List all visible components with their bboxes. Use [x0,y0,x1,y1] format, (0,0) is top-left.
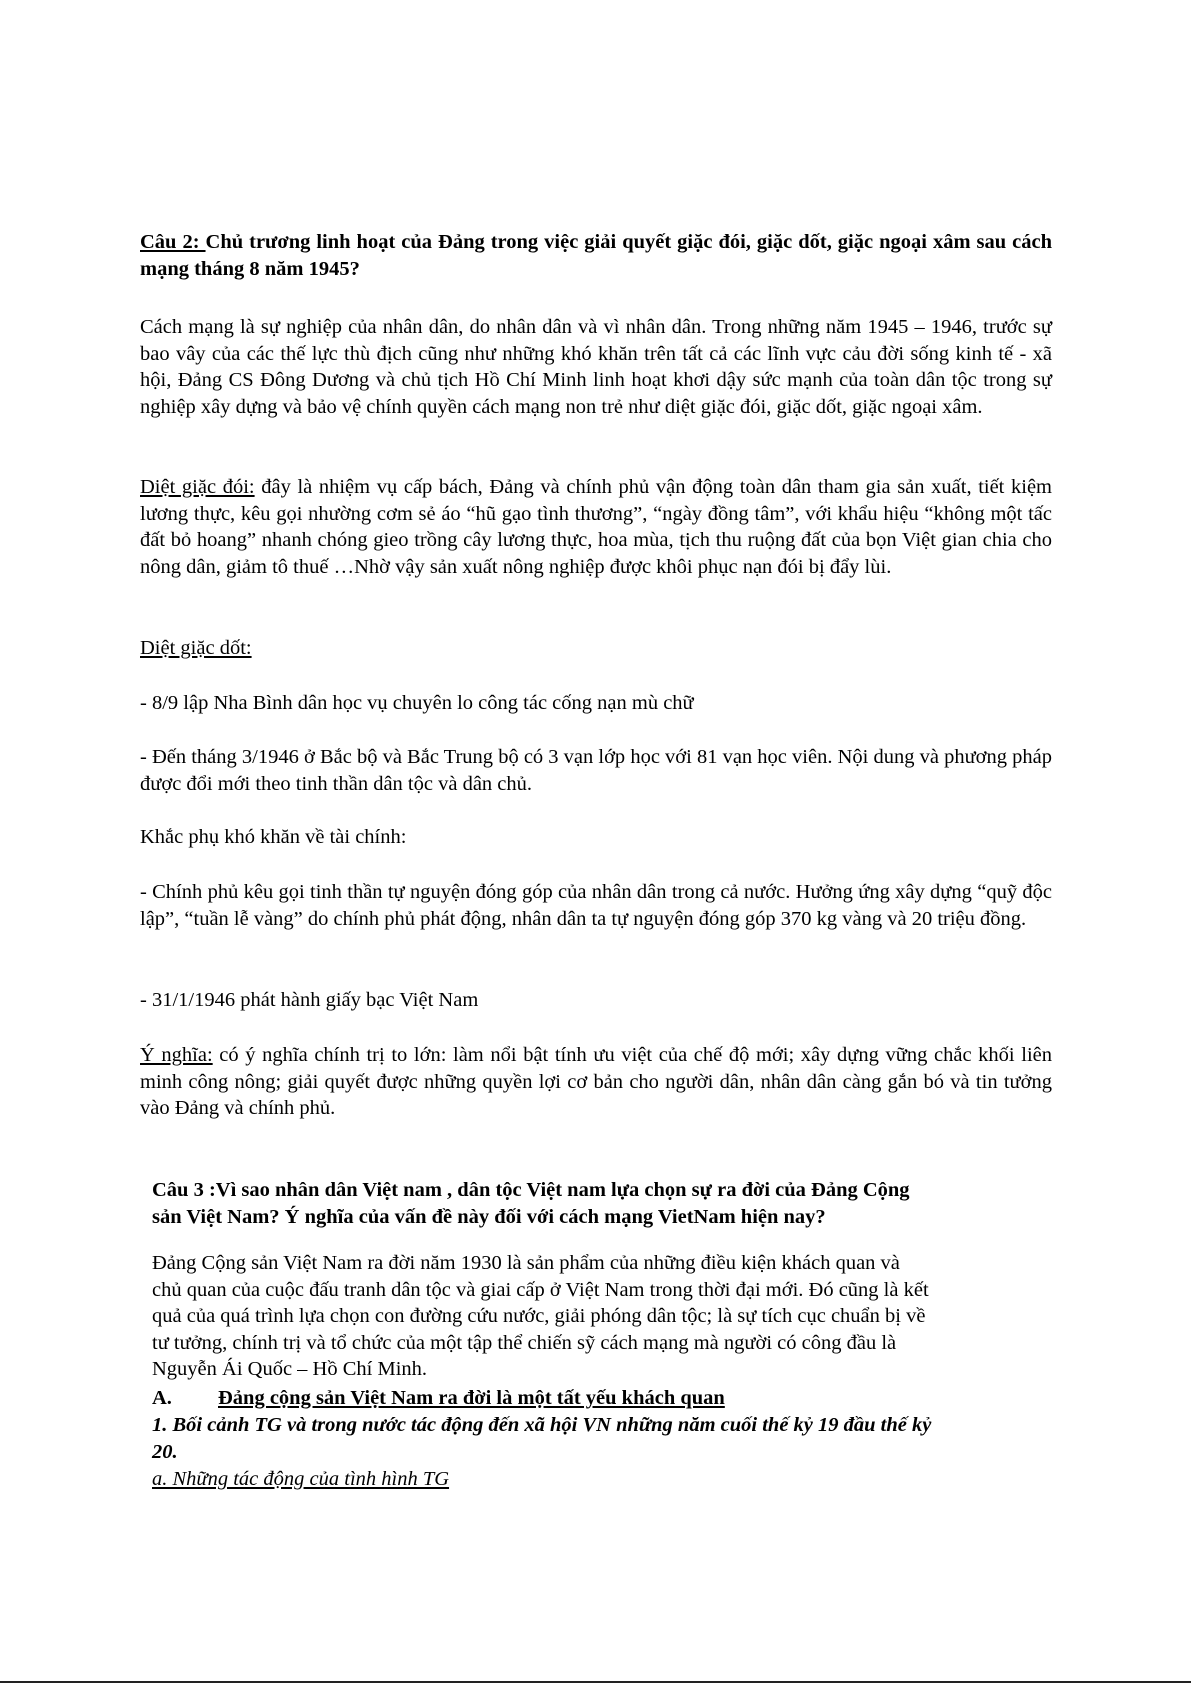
subsection-a-heading [152,1466,1052,1493]
question-3-intro-line: tư tưởng, chính trị và tổ chức của một tập thể chiến sỹ cách mạng mà người có công đầu là [152,1331,897,1354]
question-3-title-line: Câu 3 :Vì sao nhân dân Việt nam , dân tộc Việt nam lựa chọn sự ra đời của Đảng Cộng [152,1179,910,1201]
question-2-title [140,229,1052,282]
question-3-intro-line: Nguyễn Ái Quốc – Hồ Chí Minh. [152,1358,428,1380]
subsection-1-line: 1. Bối cảnh TG và trong nước tác động đến xã hội VN những năm cuối thế kỷ 19 đầu thế kỷ [152,1414,932,1436]
question-2-title-text: Chủ trương linh hoạt của Đảng trong việc giải quyết giặc đói, giặc dốt, giặc ngoại xâm sau cách mạng tháng 8 năm 1945? [140,231,1052,280]
question-3-intro-line: Đảng Cộng sản Việt Nam ra đời năm 1930 là sản phẩm của những điều kiện khách quan và [152,1252,900,1274]
question-3-intro [152,1250,1052,1383]
illiteracy-item-1: - 8/9 lập Nha Bình dân học vụ chuyên lo công tác cống nạn mù chữ [140,692,694,714]
meaning-label: Ý nghĩa: [140,1044,213,1066]
question-2-label: Câu 2: [140,231,206,253]
subsection-a-text: a. Những tác động của tình hình TG [152,1468,450,1490]
illiteracy-label: Diệt giặc dốt: [140,637,252,659]
subsection-1-heading [152,1412,1052,1465]
illiteracy-heading [140,635,1052,662]
section-a-heading [152,1385,1052,1412]
section-a-text: Đảng cộng sản Việt Nam ra đời là một tất yếu khách quan [218,1387,725,1409]
illiteracy-item-2: - Đến tháng 3/1946 ở Bắc bộ và Bắc Trung bộ có 3 vạn lớp học với 81 vạn học viên. Nội dung và phương pháp được đổi mới theo tinh thần dân tộc và dân chủ. [140,746,1052,795]
finance-heading: Khắc phụ khó khăn về tài chính: [140,826,407,848]
meaning-text: có ý nghĩa chính trị to lớn: làm nổi bật tính ưu việt của chế độ mới; xây dựng vững chắc khối liên minh công nông; giải quyết được những quyền lợi cơ bản cho người dân, nhân dân càng gắn bó và tin tưởng vào Đảng và chính phủ. [140,1044,1052,1119]
finance-item-1: - Chính phủ kêu gọi tinh thần tự nguyện đóng góp của nhân dân trong cả nước. Hưởng ứng xây dựng “quỹ độc lập”, “tuần lễ vàng” do chính phủ phát động, nhân dân ta tự nguyện đóng góp 370 kg vàng và 20 triệu đồng. [140,881,1052,930]
subsection-1-line: 20. [152,1440,178,1463]
finance-item-2: - 31/1/1946 phát hành giấy bạc Việt Nam [140,989,479,1011]
hunger-text: đây là nhiệm vụ cấp bách, Đảng và chính phủ vận động toàn dân tham gia sản xuất, tiết kiệm lương thực, kêu gọi nhường cơm sẻ áo “hũ gạo tình thương”, “ngày đồng tâm”, với khẩu hiệu “không một tấc đất bỏ hoang” nhanh chóng gieo trồng cây lương thực, hoa mùa, tịch thu ruộng đất của bọn Việt gian chia cho nông dân, giảm tô thuế …Nhờ vậy sản xuất nông nghiệp được khôi phục nạn đói bị đẩy lùi. [140,476,1052,578]
question-3-title-line: sản Việt Nam? Ý nghĩa của vấn đề này đối với cách mạng VietNam hiện nay? [152,1205,826,1228]
section-a-line [152,1387,725,1409]
bottom-divider [0,1681,1191,1683]
question-3-title [152,1177,1052,1230]
hunger-label: Diệt giặc đói: [140,476,255,498]
question-3-intro-line: quả của quá trình lựa chọn con đường cứu nước, giải phóng dân tộc; là sự tích cục chuẩn bị về [152,1305,926,1327]
meaning-paragraph [140,1042,1052,1122]
question-3-intro-line: chủ quan của cuộc đấu tranh dân tộc và giai cấp ở Việt Nam trong thời đại mới. Đó cũng là kết [152,1278,929,1301]
section-a-letter: A. [152,1387,172,1409]
hunger-paragraph [140,474,1052,580]
question-2-intro: Cách mạng là sự nghiệp của nhân dân, do nhân dân và vì nhân dân. Trong những năm 1945 – 1946, trước sự bao vây của các thế lực thù địch cũng như những khó khăn trên tất cả các lĩnh vực cảu đời sống kinh tế - xã hội, Đảng CS Đông Dương và chủ tịch Hồ Chí Minh linh hoạt khơi dậy sức mạnh của toàn dân tộc trong sự nghiệp xây dựng và bảo vệ chính quyền cách mạng non trẻ như diệt giặc đói, giặc dốt, giặc ngoại xâm. [140,316,1052,418]
